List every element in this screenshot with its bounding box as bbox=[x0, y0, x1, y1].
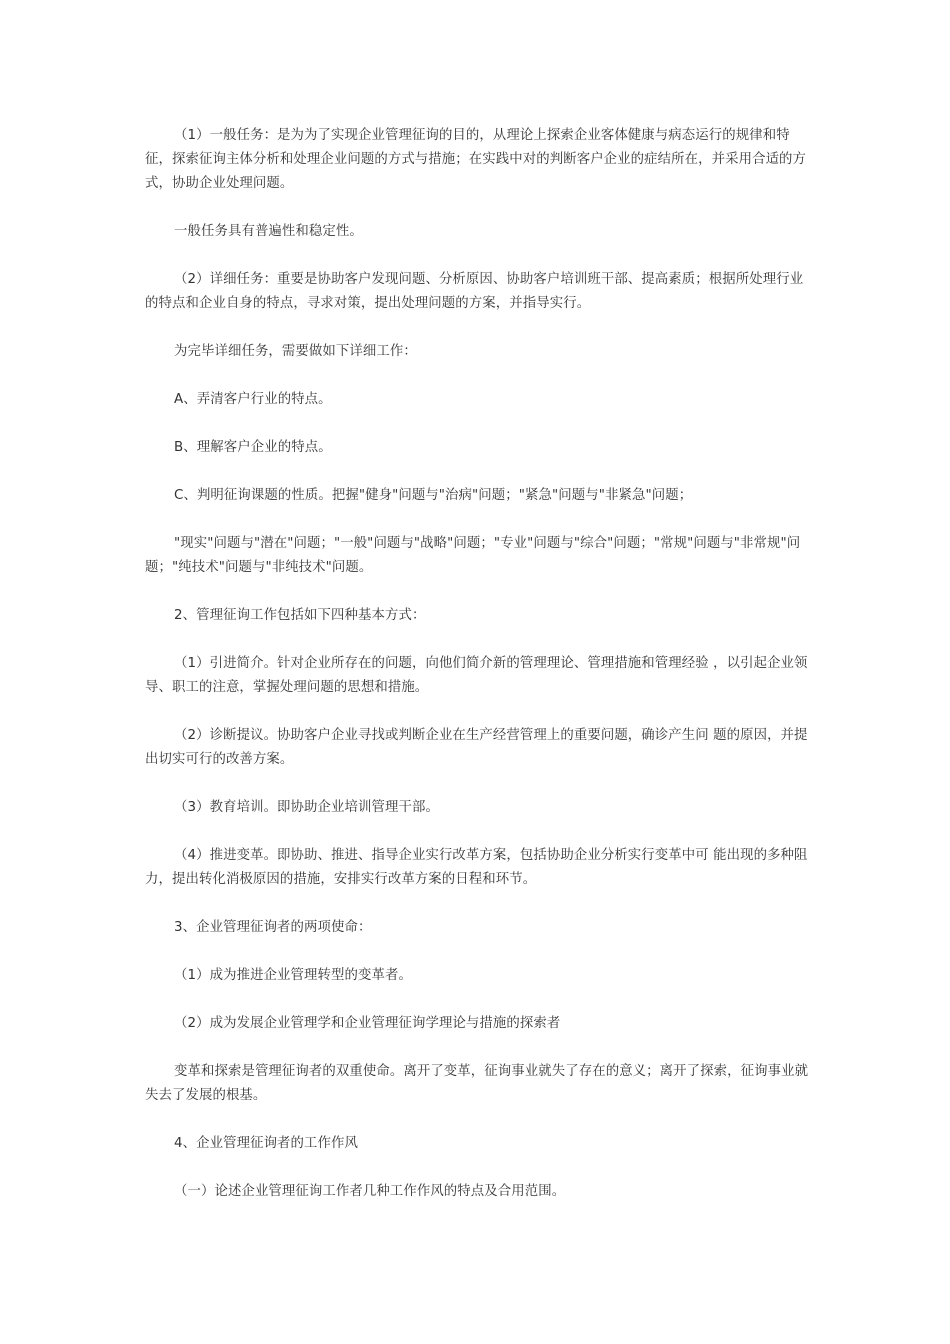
paragraph-method-diagnosis: （2）诊断提议。协助客户企业寻找或判断企业在生产经营管理上的重要问题，确诊产生问 题的原因，并提出切实可行的改善方案。 bbox=[145, 728, 808, 767]
document-body bbox=[145, 124, 813, 1228]
heading-work-style: 4、企业管理征询者的工作作风 bbox=[174, 1136, 358, 1151]
paragraph-method-introduction: （1）引进简介。针对企业所存在的问题，向他们简介新的管理理论、管理措施和管理经验 ，以引起企业领导、职工的注意，掌握处理问题的思想和措施。 bbox=[145, 656, 808, 695]
heading-two-missions: 3、企业管理征询者的两项使命： bbox=[174, 920, 372, 935]
paragraph-mission-explorer: （2）成为发展企业管理学和企业管理征询学理论与措施的探索者 bbox=[174, 1016, 561, 1031]
paragraph-method-reform: （4）推进变革。即协助、推进、指导企业实行改革方案，包括协助企业分析实行变革中可 能出现的多种阻力，提出转化消极原因的措施，安排实行改革方案的日程和环节。 bbox=[145, 848, 808, 887]
paragraph-item-c: C、判明征询课题的性质。把握"健身"问题与"治病"问题；"紧急"问题与"非紧急"问题； bbox=[174, 488, 693, 503]
paragraph-dual-mission: 变革和探索是管理征询者的双重使命。离开了变革，征询事业就失了存在的意义；离开了探索，征询事业就失去了发展的根基。 bbox=[145, 1064, 809, 1103]
paragraph-work-style-discussion: （一）论述企业管理征询工作者几种工作作风的特点及合用范围。 bbox=[174, 1184, 566, 1199]
paragraph-method-training: （3）教育培训。即协助企业培训管理干部。 bbox=[174, 800, 439, 815]
paragraph-general-task-nature: 一般任务具有普遍性和稳定性。 bbox=[174, 224, 363, 239]
paragraph-problem-types: "现实"问题与"潜在"问题；"一般"问题与"战略"问题；"专业"问题与"综合"问题；"常规"问题与"非常规"问题；"纯技术"问题与"非纯技术"问题。 bbox=[145, 536, 801, 575]
paragraph-detailed-work-intro: 为完毕详细任务，需要做如下详细工作： bbox=[174, 344, 417, 359]
paragraph-general-task: （1）一般任务：是为为了实现企业管理征询的目的，从理论上探索企业客体健康与病态运行的规律和特征，探索征询主体分析和处理企业问题的方式与措施；在实践中对的判断客户企业的症结所在，并采用合适的方式，协助企业处理问题。 bbox=[145, 128, 807, 191]
paragraph-item-b: B、理解客户企业的特点。 bbox=[174, 440, 332, 455]
paragraph-detailed-task: （2）详细任务：重要是协助客户发现问题、分析原因、协助客户培训班干部、提高素质；根据所处理行业的特点和企业自身的特点，寻求对策，提出处理问题的方案，并指导实行。 bbox=[145, 272, 804, 311]
paragraph-item-a: A、弄清客户行业的特点。 bbox=[174, 392, 332, 407]
heading-four-methods: 2、管理征询工作包括如下四种基本方式： bbox=[174, 608, 426, 623]
paragraph-mission-reformer: （1）成为推进企业管理转型的变革者。 bbox=[174, 968, 412, 983]
